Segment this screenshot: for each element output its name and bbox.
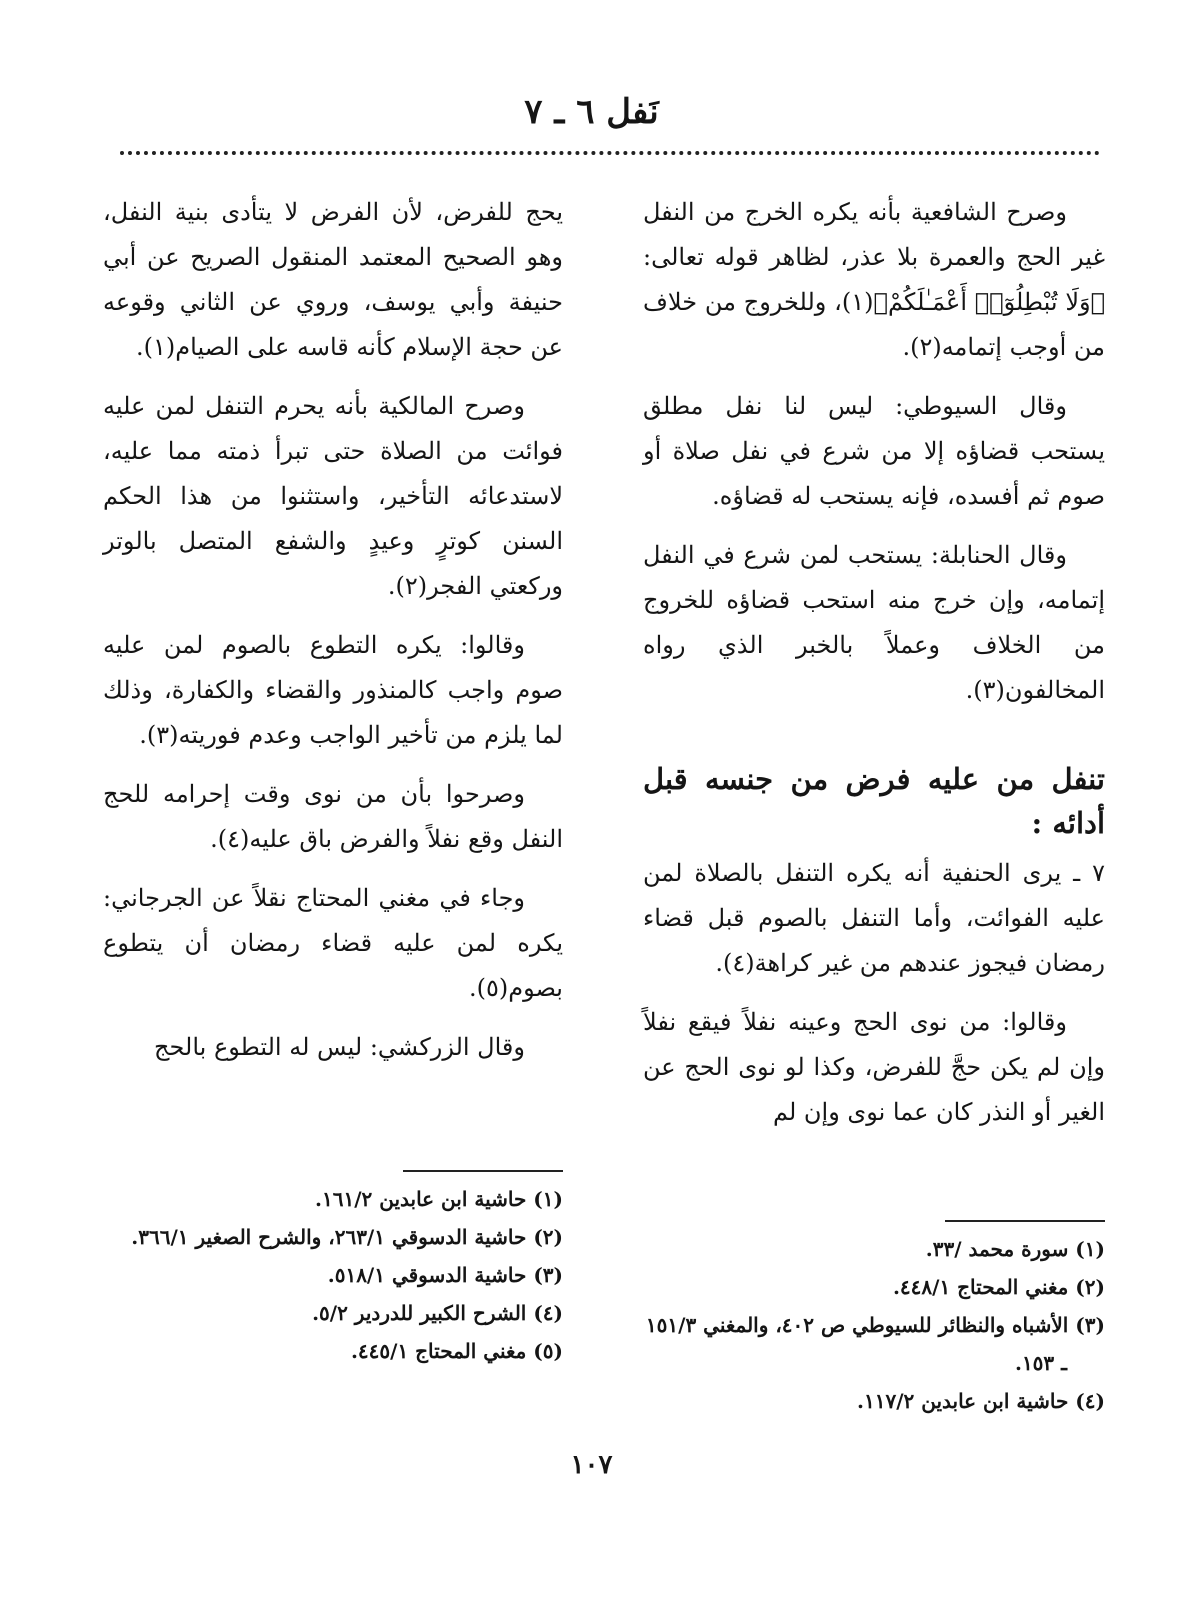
left-text-column (103, 190, 563, 1084)
page-number: ١٠٧ (570, 1450, 613, 1480)
footnote: (١) سورة محمد /٣٣. (925, 1237, 1105, 1261)
paragraph: وصرحوا بأن من نوى وقت إحرامه للحج النفل وقع نفلاً والفرض باق عليه(٤). (103, 780, 563, 853)
paragraph: وقالوا: يكره التطوع بالصوم لمن عليه صوم واجب كالمنذور والقضاء والكفارة، وذلك لما يلزم من تأخير الواجب وعدم فوريته(٣). (103, 631, 563, 749)
footnote: (٢) مغني المحتاج ٤٤٨/١. (892, 1275, 1105, 1299)
footnotes-left (103, 1170, 563, 1370)
paragraph: وقالوا: من نوى الحج وعينه نفلاً فيقع نفلاً وإن لم يكن حجَّ للفرض، وكذا لو نوى الحج عن الغير أو النذر كان عما نوى وإن لم (643, 1008, 1105, 1126)
footnote: (٣) حاشية الدسوقي ٥١٨/١. (327, 1263, 563, 1287)
paragraph: ٧ ـ يرى الحنفية أنه يكره التنفل بالصلاة لمن عليه الفوائت، وأما التنفل بالصوم قبل قضاء رمضان فيجوز عندهم من غير كراهة(٤). (643, 859, 1105, 977)
footnotes-right (643, 1220, 1105, 1420)
paragraph: وصرح الشافعية بأنه يكره الخرج من النفل غير الحج والعمرة بلا عذر، لظاهر قوله تعالى: ﴿وَلَا تُبْطِلُوٓا۟ أَعْمَـٰلَكُمْ﴾(١)، وللخروج من خلاف من أوجب إتمامه(٢). (643, 198, 1105, 361)
footnote: (٥) مغني المحتاج ٤٤٥/١. (350, 1339, 563, 1363)
paragraph: وقال السيوطي: ليس لنا نفل مطلق يستحب قضاؤه إلا من شرع في نفل صلاة أو صوم ثم أفسده، فإنه يستحب له قضاؤه. (643, 392, 1105, 510)
footnote: (٢) حاشية الدسوقي ٢٦٣/١، والشرح الصغير ٣٦٦/١. (131, 1225, 563, 1249)
header-dotted-divider (120, 151, 1100, 155)
paragraph: يحج للفرض، لأن الفرض لا يتأدى بنية النفل، وهو الصحيح المعتمد المنقول الصريح عن أبي حنيفة وأبي يوسف، وروي عن الثاني وقوعه عن حجة الإسلام كأنه قاسه على الصيام(١). (103, 198, 563, 361)
footnote: (٣) الأشباه والنظائر للسيوطي ص ٤٠٢، والمغني ١٥١/٣ ـ ١٥٣. (645, 1313, 1105, 1375)
footnote: (٤) حاشية ابن عابدين ١١٧/٢. (857, 1389, 1105, 1413)
footnote-divider (945, 1220, 1105, 1222)
footnote-divider (403, 1170, 563, 1172)
page-title: نَفل ٦ ـ ٧ (524, 92, 659, 132)
section-heading: تنفل من عليه فرض من جنسه قبل أدائه : (643, 762, 1105, 840)
paragraph: وصرح المالكية بأنه يحرم التنفل لمن عليه فوائت من الصلاة حتى تبرأ ذمته مما عليه، لاستدعائه التأخير، واستثنوا من هذا الحكم السنن كوترٍ وعيدٍ والشفع المتصل بالوتر وركعتي الفجر(٢). (103, 392, 563, 600)
paragraph: وجاء في مغني المحتاج نقلاً عن الجرجاني: يكره لمن عليه قضاء رمضان أن يتطوع بصوم(٥). (103, 884, 563, 1002)
footnote: (١) حاشية ابن عابدين ١٦١/٢. (315, 1187, 563, 1211)
paragraph: وقال الزركشي: ليس له التطوع بالحج (154, 1033, 525, 1061)
paragraph: وقال الحنابلة: يستحب لمن شرع في النفل إتمامه، وإن خرج منه استحب قضاؤه للخروج من الخلاف وعملاً بالخبر الذي رواه المخالفون(٣). (643, 541, 1105, 704)
right-text-column (643, 190, 1105, 1149)
footnote: (٤) الشرح الكبير للدردير ٥/٢. (312, 1301, 563, 1325)
